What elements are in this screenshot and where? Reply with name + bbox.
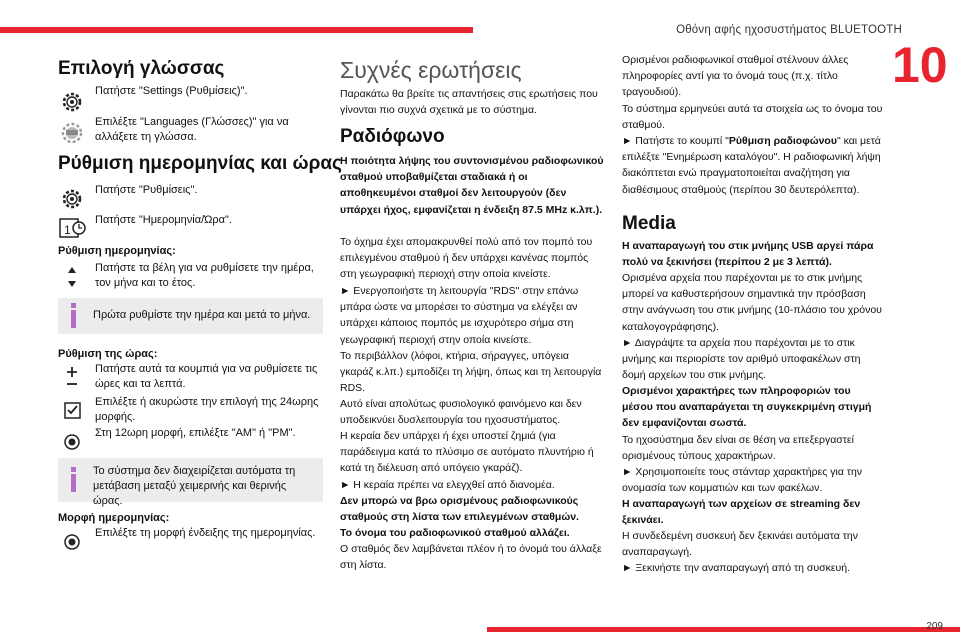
up-down-arrows-icon [58, 263, 86, 291]
radio-question-1: Η ποιότητα λήψης του συντονισμένου ραδιοφωνικού σταθμού υποβαθμίζεται σταδιακά ή οι αποθηκευμένοι σταθμοί δεν λειτουργούν (δεν υπάρχει ήχος, εμφανίζεται η ένδειξη 87.5 MHz κ.λπ.). [340, 155, 604, 216]
lang-step-1-text: Πατήστε "Settings (Ρυθμίσεις)". [95, 85, 248, 97]
media-question-chars: Ορισμένοι χαρακτήρες των πληροφοριών του μέσου που αναπαράγεται τη συγκεκριμένη στιγμή δεν εμφανίζονται σωστά. [622, 385, 872, 430]
chapter-number: 10 [892, 37, 948, 93]
info-icon-bar [71, 474, 76, 492]
radio-answer-1c: Το περιβάλλον (λόφοι, κτήρια, σήραγγες, υπόγεια γκαράζ κ.λπ.) εμποδίζει τη λήψη, όπως και τη λειτουργία RDS. [340, 350, 602, 395]
media-answer-usb-b: ► Διαγράψτε τα αρχεία που παρέχονται με το στικ μνήμης και περιορίστε τον αριθμό υποφακέλων στη δομή αρχείων του στικ μνήμης. [622, 337, 861, 382]
radio-button-icon [58, 528, 86, 556]
radio-answer-3: Ο σταθμός δεν λαμβάνεται πλέον ή το όνομά του άλλαξε στη λίστα. [340, 543, 602, 572]
svg-text:1: 1 [64, 223, 71, 237]
media-answer-chars: Το ηχοσύστημα δεν είναι σε θέση να επεξεργαστεί ορισμένους τύπους χαρακτήρων. [622, 434, 854, 463]
time-setting-label: Ρύθμιση της ώρας: [58, 348, 158, 360]
radio-settings-button-name: Ρύθμιση ραδιοφώνου [728, 135, 837, 147]
plus-minus-icon [58, 364, 86, 392]
radio-update-text-a: ► Πατήστε το κουμπί " [622, 135, 729, 147]
info-icon [71, 467, 76, 472]
dt-step-2-text: Πατήστε "Ημερομηνία/Ώρα". [95, 214, 232, 226]
radio-station-info-text: Ορισμένοι ραδιοφωνικοί σταθμοί στέλνουν άλλες πληροφορίες αντί για το όνομά τους (π.χ. τίτλο τραγουδιού). [622, 54, 849, 99]
radio-update-instructions [622, 133, 884, 198]
faq-intro: Παρακάτω θα βρείτε τις απαντήσεις στις ερωτήσεις που γίνονται πιο συχνά σχετικά με το σύστημα. [340, 88, 598, 117]
radio-answer-1: Το όχημα έχει απομακρυνθεί πολύ από τον πομπό του επιλεγμένου σταθμού ή δεν υπάρχει κανένας πομπός στη γεωγραφική περιοχή στην οποία κινείστε. [340, 236, 593, 281]
time-24h-text: Επιλέξτε ή ακυρώστε την επιλογή της 24ωρης μορφής. [95, 396, 319, 423]
radio-answer-1d: Αυτό είναι απολύτως φυσιολογικό φαινόμενο και δεν υποδεικνύει δυσλειτουργία του ηχοσυστήματος. [340, 398, 582, 427]
lang-step-2-text: Επιλέξτε "Languages (Γλώσσες)" για να αλλάξετε τη γλώσσα. [95, 116, 289, 143]
radio-update-text-c: " και μετά επιλέξτε "Ενημέρωση καταλόγου". Η ραδιοφωνική λήψη διακόπτεται ενώ πραγματοποιείται αναζήτηση για διαθέσιμους σταθμούς (περίπου 30 δευτερόλεπτα). [622, 135, 881, 196]
faq-title: Συχνές ερωτήσεις [340, 57, 522, 83]
gear-icon [58, 185, 86, 213]
radio-answer-1f: ► Η κεραία πρέπει να ελεγχθεί από διανομέα. [340, 479, 555, 491]
checkbox-icon [58, 397, 86, 425]
radio-answer-1e: Η κεραία δεν υπάρχει ή έχει υποστεί ζημιά (για παράδειγμα κατά το πλύσιμο σε αυτόματο πλυντήριο ή κατά τη διέλευση από υπόγειο γκαράζ). [340, 430, 594, 475]
media-title: Media [622, 213, 676, 234]
time-ampm-text: Στη 12ωρη μορφή, επιλέξτε "AM" ή "PM". [95, 427, 296, 439]
info-icon-bar [71, 310, 76, 328]
date-format-label: Μορφή ημερομηνίας: [58, 512, 170, 524]
dt-step-1-text: Πατήστε "Ρυθμίσεις". [95, 184, 198, 196]
radio-title: Ραδιόφωνο [340, 126, 445, 147]
section-title-date-time: Ρύθμιση ημερομηνίας και ώρας [58, 153, 342, 174]
radio-station-info-text-2: Το σύστημα ερμηνεύει αυτά τα στοιχεία ως το όνομα του σταθμού. [622, 103, 883, 132]
media-answer-chars-b: ► Χρησιμοποιείτε τους στάνταρ χαρακτήρες για την ονομασία των κομματιών και των φακέλων. [622, 466, 863, 495]
date-setting-label: Ρύθμιση ημερομηνίας: [58, 245, 176, 257]
info-note-text: Πρώτα ρυθμίστε την ημέρα και μετά το μήνα. [93, 309, 311, 321]
info-note-day-month [58, 298, 323, 334]
language-gear-icon [58, 119, 86, 147]
page-number: 209 [926, 621, 943, 632]
radio-button-icon [58, 428, 86, 456]
info-icon [71, 303, 76, 308]
media-answer-usb: Ορισμένα αρχεία που παρέχονται με το στικ μνήμης μπορεί να καθυστερήσουν σημαντικά την πρόσβαση στην ανάγνωση του στικ μνήμης (10-πλάσιο του χρόνου καταλογογράφησης). [622, 272, 882, 333]
top-red-bar [0, 27, 473, 33]
info-note-text: Το σύστημα δεν διαχειρίζεται αυτόματα τη μετάβαση μεταξύ χειμερινής και θερινής ώρας. [93, 465, 296, 507]
radio-answer-1b: ► Ενεργοποιήστε τη λειτουργία "RDS" στην επάνω μπάρα ώστε να μπορέσει το σύστημα να ελέγξει αν υπάρχει κάποιος πομπός με ισχυρότερο σήμα στη γεωγραφική περιοχή στην οποία κινείστε. [340, 285, 579, 346]
gear-icon [58, 88, 86, 116]
media-answer-streaming-b: ► Ξεκινήστε την αναπαραγωγή από τη συσκευή. [622, 562, 851, 574]
info-note-dst [58, 458, 323, 507]
page-header-title: Οθόνη αφής ηχοσυστήματος BLUETOOTH [676, 24, 902, 36]
footer-red-bar [487, 627, 960, 632]
calendar-clock-icon [58, 214, 86, 242]
date-arrows-text: Πατήστε τα βέλη για να ρυθμίσετε την ημέρα, τον μήνα και το έτος. [95, 262, 314, 289]
date-format-text: Επιλέξτε τη μορφή ένδειξης της ημερομηνίας. [95, 527, 316, 539]
radio-question-2: Δεν μπορώ να βρω ορισμένους ραδιοφωνικούς σταθμούς στη λίστα των επιλεγμένων σταθμών. [340, 495, 579, 524]
section-title-language: Επιλογή γλώσσας [58, 58, 225, 79]
time-hours-text: Πατήστε αυτά τα κουμπιά για να ρυθμίσετε τις ώρες και τα λεπτά. [95, 363, 318, 390]
media-answer-streaming: Η συνδεδεμένη συσκευή δεν ξεκινάει αυτόματα την αναπαραγωγή. [622, 530, 858, 559]
radio-question-3: Το όνομα του ραδιοφωνικού σταθμού αλλάζει. [340, 527, 570, 539]
media-question-streaming: Η αναπαραγωγή των αρχείων σε streaming δεν ξεκινάει. [622, 498, 861, 527]
media-question-usb: Η αναπαραγωγή του στικ μνήμης USB αργεί πάρα πολύ να ξεκινήσει (περίπου 2 με 3 λεπτά). [622, 240, 874, 269]
